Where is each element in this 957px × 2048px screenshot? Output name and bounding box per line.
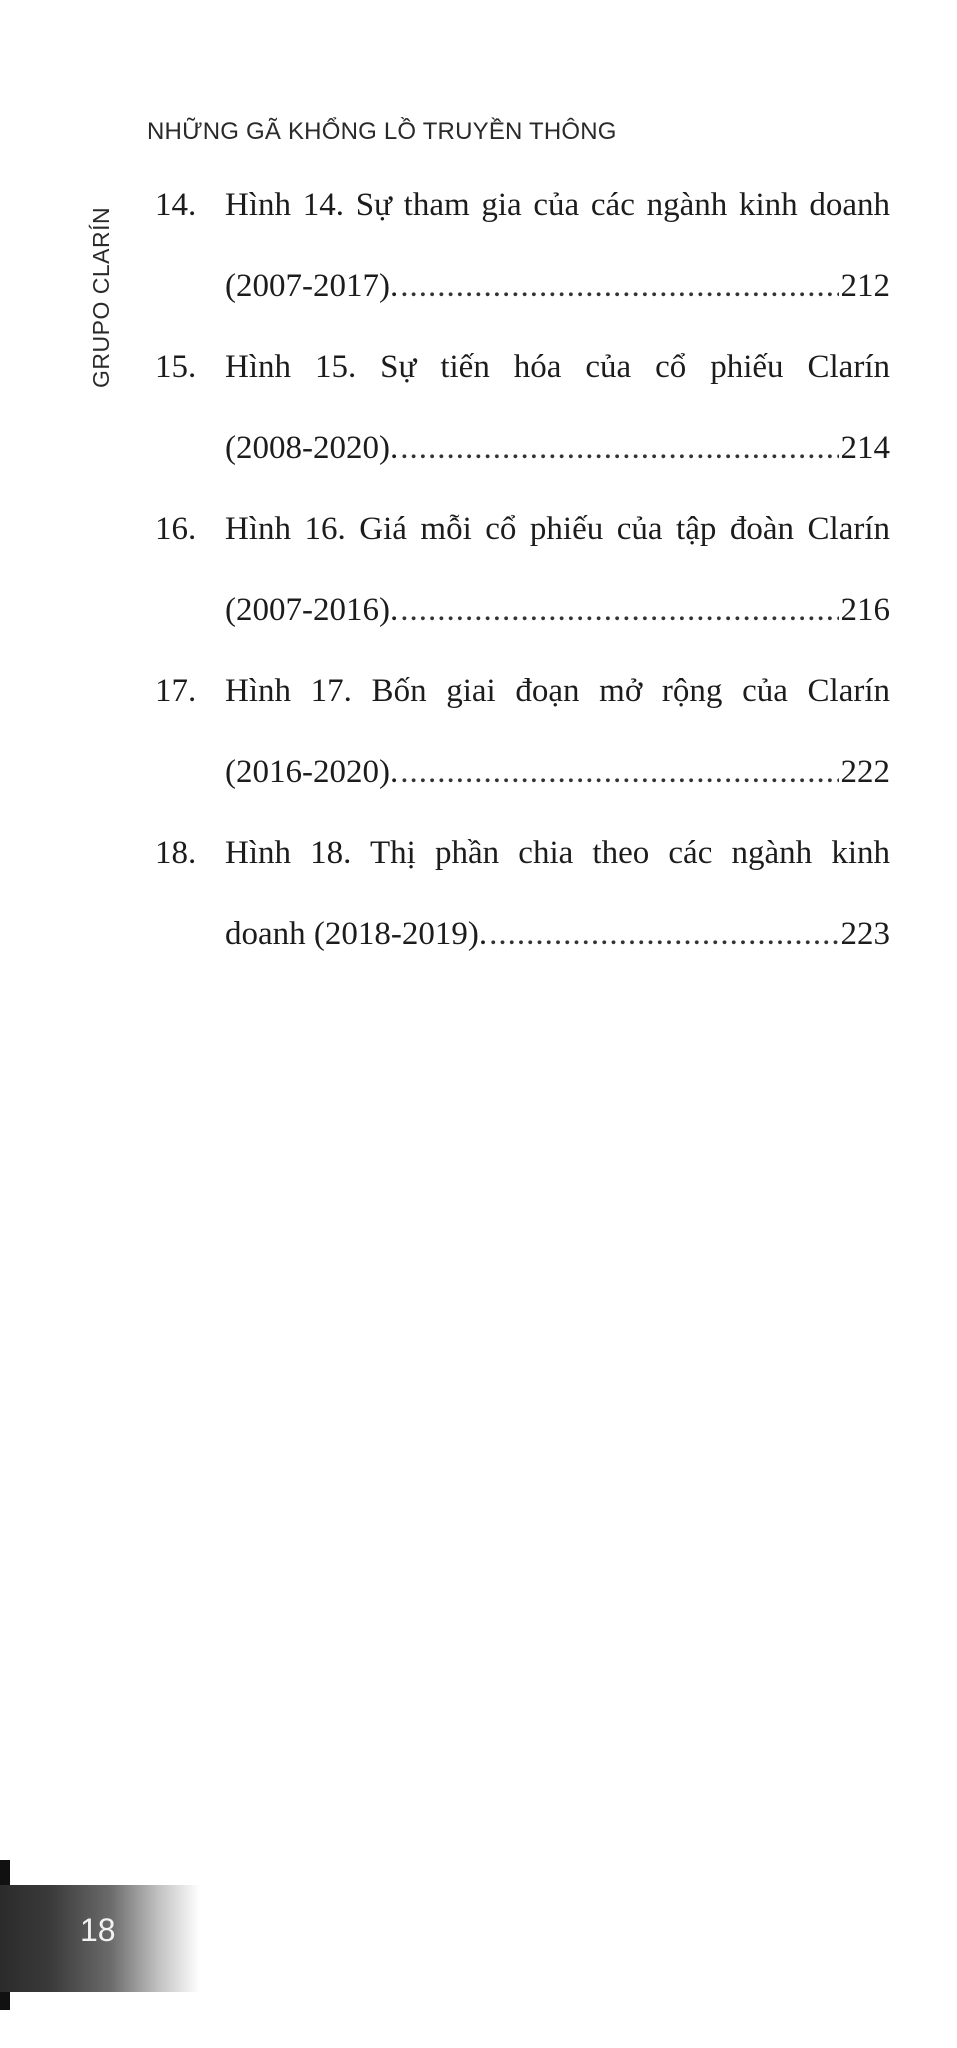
dot-leader [400, 747, 838, 797]
entry-number: 16. [155, 511, 197, 547]
entry-title: Hình 16. Giá mỗi cổ phiếu của tập đoàn Clarín [225, 511, 890, 547]
entry-title: Hình 17. Bốn giai đoạn mở rộng của Clarín [225, 673, 890, 709]
entry-continuation [225, 747, 890, 797]
entry-title-continuation: (2007-2017). [225, 268, 399, 304]
entry-page-number: 222 [840, 754, 890, 790]
entry-title-continuation: (2016-2020). [225, 754, 399, 790]
entry-title: Hình 14. Sự tham gia của các ngành kinh doanh [225, 187, 890, 223]
entry-title-continuation: doanh (2018-2019). [225, 916, 488, 952]
running-header: NHỮNG GÃ KHỔNG LỒ TRUYỀN THÔNG [147, 118, 617, 145]
entry-number: 18. [155, 835, 197, 871]
entry-continuation [225, 585, 890, 635]
entry-title: Hình 18. Thị phần chia theo các ngành kinh [225, 835, 890, 871]
list-item [155, 342, 890, 504]
dot-leader [489, 909, 838, 959]
list-item [155, 504, 890, 666]
entry-number: 14. [155, 187, 197, 223]
dot-leader [400, 585, 838, 635]
entry-title: Hình 15. Sự tiến hóa của cổ phiếu Clarín [225, 349, 890, 385]
dot-leader [400, 423, 838, 473]
entry-title-continuation: (2008-2020). [225, 430, 399, 466]
entry-continuation [225, 423, 890, 473]
entry-page-number: 214 [840, 430, 890, 466]
entry-page-number: 212 [840, 268, 890, 304]
list-item [155, 828, 890, 990]
list-item [155, 180, 890, 342]
side-chapter-label: GRUPO CLARÍN [88, 206, 114, 388]
entry-continuation [225, 909, 890, 959]
entry-title-continuation: (2007-2016). [225, 592, 399, 628]
entry-continuation [225, 261, 890, 311]
dot-leader [400, 261, 838, 311]
list-item [155, 666, 890, 828]
entry-page-number: 223 [840, 916, 890, 952]
figure-list [155, 180, 890, 990]
entry-page-number: 216 [840, 592, 890, 628]
entry-number: 17. [155, 673, 197, 709]
page-number: 18 [80, 1912, 116, 1948]
entry-number: 15. [155, 349, 197, 385]
